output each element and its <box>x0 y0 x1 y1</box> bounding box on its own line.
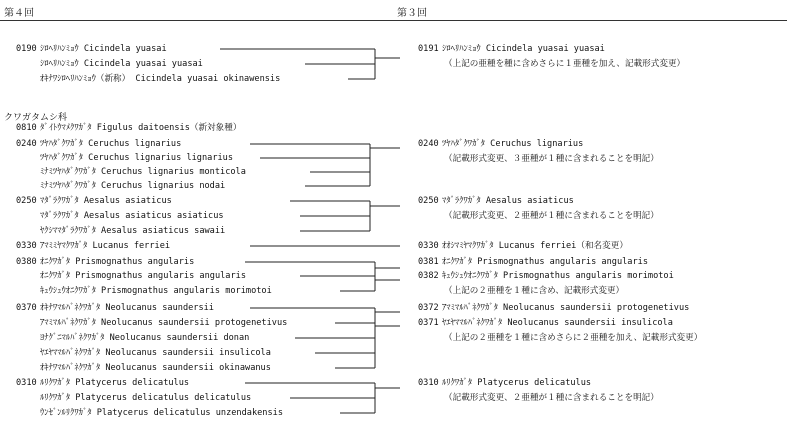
right-entry-text: ﾏﾀﾞﾗｸﾜｶﾞﾀ Aesalus asiaticus <box>442 196 574 206</box>
left-entry-text: ﾙﾘｸﾜｶﾞﾀ Platycerus delicatulus delicatulus <box>40 393 252 403</box>
right-entry-text: （上記の２亜種を１種に含め、記載形式変更） <box>444 286 625 296</box>
left-entry-text: ﾀﾞｲﾄｳﾏﾒｸﾜｶﾞﾀ Figulus daitoensis（新対象種） <box>40 123 242 133</box>
left-header: 第４回 <box>4 8 34 19</box>
left-entry-code: 0380 <box>16 257 37 267</box>
right-entry-text: （上記の亜種を種に含めさらに１亜種を加え、記載形式変更） <box>444 59 686 69</box>
left-entry-text: ｼﾛﾍﾘﾊﾝﾐｮｳ Cicindela yuasai <box>40 44 167 54</box>
left-entry-code: 0250 <box>16 196 37 206</box>
right-entry-text: （記載形式変更、２亜種が１種に含まれることを明記） <box>444 393 659 403</box>
left-entry-code: 0330 <box>16 241 37 251</box>
section-title: クワガタムシ科 <box>4 113 68 123</box>
right-entry-text: ｵｵｼﾏﾐﾔﾏｸﾜｶﾞﾀ Lucanus ferriei（和名変更） <box>442 241 628 251</box>
right-entry-text: ｵﾆｸﾜｶﾞﾀ Prismognathus angularis angularis <box>442 257 648 267</box>
left-entry-code: 0370 <box>16 303 37 313</box>
left-entry-text: ﾐﾅﾐﾂﾔﾊﾀﾞｸﾜｶﾞﾀ Ceruchus lignarius monticola <box>40 167 246 177</box>
left-entry-text: ｱﾏﾐﾐﾔﾏｸﾜｶﾞﾀ Lucanus ferriei <box>40 241 171 251</box>
left-entry-text: ｱﾏﾐﾏﾙﾊﾞﾈｸﾜｶﾞﾀ Neolucanus saundersii protogenetivus <box>40 318 288 328</box>
right-entry-text: ｼﾛﾍﾘﾊﾝﾐｮｳ Cicindela yuasai yuasai <box>442 44 605 54</box>
left-entry-code: 0190 <box>16 44 37 54</box>
right-entry-text: （記載形式変更、３亜種が１種に含まれることを明記） <box>444 154 659 164</box>
left-entry-text: ｵｷﾅﾜﾏﾙﾊﾞﾈｸﾜｶﾞﾀ Neolucanus saundersii okinawanus <box>40 363 271 373</box>
left-entry-text: ﾏﾀﾞﾗｸﾜｶﾞﾀ Aesalus asiaticus asiaticus <box>40 211 224 221</box>
left-entry-text: ﾐﾅﾐﾂﾔﾊﾀﾞｸﾜｶﾞﾀ Ceruchus lignarius nodai <box>40 181 226 191</box>
right-entry-code: 0330 <box>418 241 439 251</box>
right-entry-code: 0381 <box>418 257 439 267</box>
right-entry-text: （上記の２亜種を１種に含めさらに２亜種を加え、記載形式変更） <box>444 333 703 343</box>
right-entry-text: （記載形式変更、２亜種が１種に含まれることを明記） <box>444 211 659 221</box>
left-entry-code: 0810 <box>16 123 37 133</box>
left-entry-code: 0240 <box>16 139 37 149</box>
left-entry-text: ｼﾛﾍﾘﾊﾝﾐｮｳ Cicindela yuasai yuasai <box>40 59 203 69</box>
left-entry-text: ｵﾆｸﾜｶﾞﾀ Prismognathus angularis angularis <box>40 271 246 281</box>
right-entry-text: ﾔｴﾔﾏﾏﾙﾊﾞﾈｸﾜｶﾞﾀ Neolucanus saundersii insulicola <box>442 318 673 328</box>
left-entry-text: ﾔｴﾔﾏﾏﾙﾊﾞﾈｸﾜｶﾞﾀ Neolucanus saundersii insulicola <box>40 348 271 358</box>
right-entry-text: ﾙﾘｸﾜｶﾞﾀ Platycerus delicatulus <box>442 378 592 388</box>
right-entry-code: 0310 <box>418 378 439 388</box>
right-entry-code: 0250 <box>418 196 439 206</box>
left-entry-text: ｳﾝｾﾞﾝﾙﾘｸﾜｶﾞﾀ Platycerus delicatulus unzendakensis <box>40 408 283 418</box>
left-entry-text: ﾏﾀﾞﾗｸﾜｶﾞﾀ Aesalus asiaticus <box>40 196 172 206</box>
right-entry-code: 0382 <box>418 271 439 281</box>
left-entry-text: ｵﾆｸﾜｶﾞﾀ Prismognathus angularis <box>40 257 195 267</box>
left-entry-text: ｵｷﾅﾜｼﾛﾍﾘﾊﾝﾐｮｳ（新称） Cicindela yuasai okinawensis <box>40 74 281 84</box>
right-entry-code: 0191 <box>418 44 439 54</box>
right-entry-code: 0371 <box>418 318 439 328</box>
left-entry-text: ﾔｸｼﾏﾏﾀﾞﾗｸﾜｶﾞﾀ Aesalus asiaticus sawaii <box>40 226 226 236</box>
right-entry-text: ｷｭｳｼｭｳｵﾆｸﾜｶﾞﾀ Prismognathus angularis morimotoi <box>442 271 674 281</box>
left-entry-text: ﾖﾅｸﾞﾆﾏﾙﾊﾞﾈｸﾜｶﾞﾀ Neolucanus saundersii donan <box>40 333 250 343</box>
left-entry-text: ﾙﾘｸﾜｶﾞﾀ Platycerus delicatulus <box>40 378 190 388</box>
left-entry-code: 0310 <box>16 378 37 388</box>
right-entry-text: ﾂﾔﾊﾀﾞｸﾜｶﾞﾀ Ceruchus lignarius <box>442 139 584 149</box>
left-entry-text: ｷｭｳｼｭｳｵﾆｸﾜｶﾞﾀ Prismognathus angularis morimotoi <box>40 286 272 296</box>
right-entry-code: 0372 <box>418 303 439 313</box>
right-header: 第３回 <box>397 8 427 19</box>
left-entry-text: ﾂﾔﾊﾀﾞｸﾜｶﾞﾀ Ceruchus lignarius lignarius <box>40 153 234 163</box>
right-entry-code: 0240 <box>418 139 439 149</box>
left-entry-text: ｵｷﾅﾜﾏﾙﾊﾞﾈｸﾜｶﾞﾀ Neolucanus saundersii <box>40 303 214 313</box>
left-entry-text: ﾂﾔﾊﾀﾞｸﾜｶﾞﾀ Ceruchus lignarius <box>40 139 182 149</box>
right-entry-text: ｱﾏﾐﾏﾙﾊﾞﾈｸﾜｶﾞﾀ Neolucanus saundersii protogenetivus <box>442 303 690 313</box>
